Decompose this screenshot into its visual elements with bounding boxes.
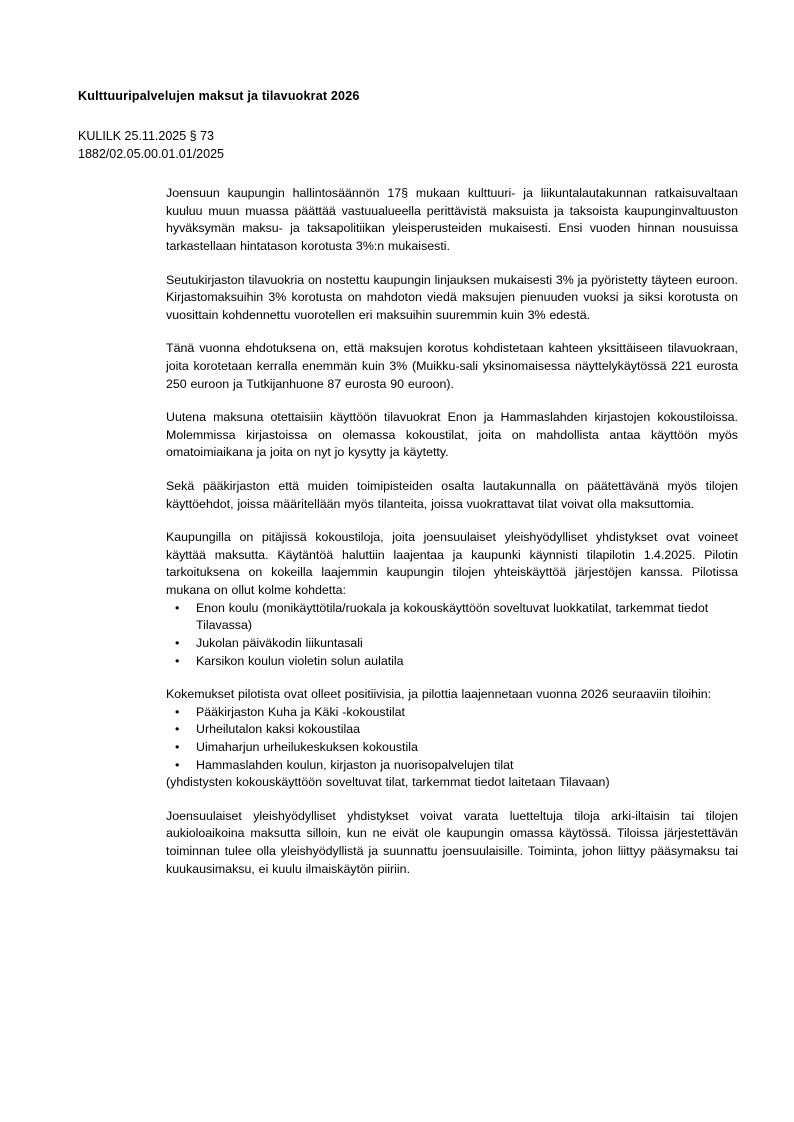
- document-meta: [78, 127, 736, 163]
- paragraph-new-fees: Uutena maksuna otettaisiin käyttöön tilavuokrat Enon ja Hammaslahden kirjastojen kokoustiloissa. Molemmissa kirjastoissa on olemassa kokoustilat, joita on mahdollista antaa käyttöön myös omatoimiaikana ja joita on nyt jo kysytty ja käytetty.: [166, 410, 738, 460]
- paragraph-pilot-intro: Kaupungilla on pitäjissä kokoustiloja, joita joensuulaiset yleishyödylliset yhdistykset ovat voineet käyttää maksutta. Käytäntöä haluttiin laajentaa ja kaupunki käynnisti tilapilotin 1.4.2025. Pilotin tarkoituksena on kokeilla laajemmin kaupungin tilojen yhteiskäyttöä järjestöjen kanssa. Pilotissa mukana on ollut kolme kohdetta:: [166, 530, 738, 598]
- list-item: [166, 653, 738, 671]
- bullet-icon: •: [175, 722, 180, 737]
- bullet-icon: •: [175, 739, 180, 754]
- paragraph-expansion-intro: Kokemukset pilotista ovat olleet positiivisia, ja pilottia laajennetaan vuonna 2026 seuraaviin tiloihin:: [166, 687, 712, 702]
- list-item-label: Pääkirjaston Kuha ja Käki -kokoustilat: [196, 704, 405, 719]
- decision-reference: KULILK 25.11.2025 § 73: [78, 128, 214, 143]
- paragraph-library-rents: Seutukirjaston tilavuokria on nostettu kaupungin linjauksen mukaisesti 3% ja pyöristetty täyteen euroon. Kirjastomaksuihin 3% korotusta on mahdoton viedä maksujen pienuuden vuoksi ja siksi korotusta on vuosittain kohdennettu vuorotellen eri maksuihin suuremmin kuin 3% edestä.: [166, 272, 738, 322]
- case-number: 1882/02.05.00.01.01/2025: [78, 147, 224, 161]
- bullet-icon: •: [175, 653, 180, 668]
- list-item-label: Enon koulu (monikäyttötila/ruokala ja kokouskäyttöön soveltuvat luokkatilat, tarkemmat tiedot Tilavassa): [196, 600, 709, 633]
- pilot-locations-list: [166, 600, 738, 670]
- expansion-note: (yhdistysten kokouskäyttöön soveltuvat tilat, tarkemmat tiedot laitetaan Tilavaan): [166, 775, 610, 790]
- list-item: [166, 721, 738, 739]
- document-body: [166, 185, 738, 878]
- list-item-label: Urheilutalon kaksi kokoustilaa: [196, 722, 361, 737]
- list-item-label: Jukolan päiväkodin liikuntasali: [196, 635, 363, 650]
- list-item: [166, 739, 738, 757]
- paragraph-closing: Joensuulaiset yleishyödylliset yhdistykset voivat varata luetteltuja tiloja arki-iltaisin tai tilojen aukioloaikoina maksutta silloin, kun ne eivät ole kaupungin omassa käytössä. Tiloissa järjestettävän toiminnan tulee olla yleishyödyllistä ja suunnattu joensuulaisille. Toiminta, johon liittyy pääsymaksu tai kuukausimaksu, ei kuulu ilmaiskäytön piiriin.: [166, 808, 738, 876]
- bullet-icon: •: [175, 635, 180, 650]
- paragraph-authority: Joensuun kaupungin hallintosäännön 17§ mukaan kulttuuri- ja liikuntalautakunnan ratkaisuvaltaan kuuluu muun muassa päättää vastuualueella perittävistä maksuista ja taksoista kaupunginvaltuuston hyväksymän maksu- ja taksapolitiikan yleisperusteiden mukaisesti. Ensi vuoden hinnan nousuissa tarkastellaan hintatason korotusta 3%:n mukaisesti.: [166, 186, 738, 253]
- list-item: [166, 635, 738, 653]
- list-item-label: Hammaslahden koulun, kirjaston ja nuorisopalvelujen tilat: [196, 757, 514, 772]
- paragraph-usage-terms: Sekä pääkirjaston että muiden toimipisteiden osalta lautakunnalla on päätettävänä myös tilojen käyttöehdot, joissa määritellään myös tilanteita, joissa vuokrattavat tilat voivat olla maksuttomia.: [166, 479, 738, 511]
- bullet-icon: •: [175, 757, 180, 772]
- bullet-icon: •: [175, 600, 180, 615]
- expansion-locations-list: [166, 704, 738, 774]
- list-item: [166, 704, 738, 722]
- bullet-icon: •: [175, 704, 180, 719]
- list-item: [166, 600, 738, 635]
- paragraph-proposed-increases: Tänä vuonna ehdotuksena on, että maksujen korotus kohdistetaan kahteen yksittäiseen tilavuokraan, joita korotetaan kerralla enemmän kuin 3% (Muikku-sali yksinomaisessa näyttelykäytössä 221 eurosta 250 euroon ja Tutkijanhuone 87 eurosta 90 euroon).: [166, 341, 738, 391]
- page-title: Kulttuuripalvelujen maksut ja tilavuokrat 2026: [78, 89, 360, 103]
- list-item-label: Uimaharjun urheilukeskuksen kokoustila: [196, 739, 418, 754]
- list-item-label: Karsikon koulun violetin solun aulatila: [196, 653, 404, 668]
- list-item: [166, 757, 738, 775]
